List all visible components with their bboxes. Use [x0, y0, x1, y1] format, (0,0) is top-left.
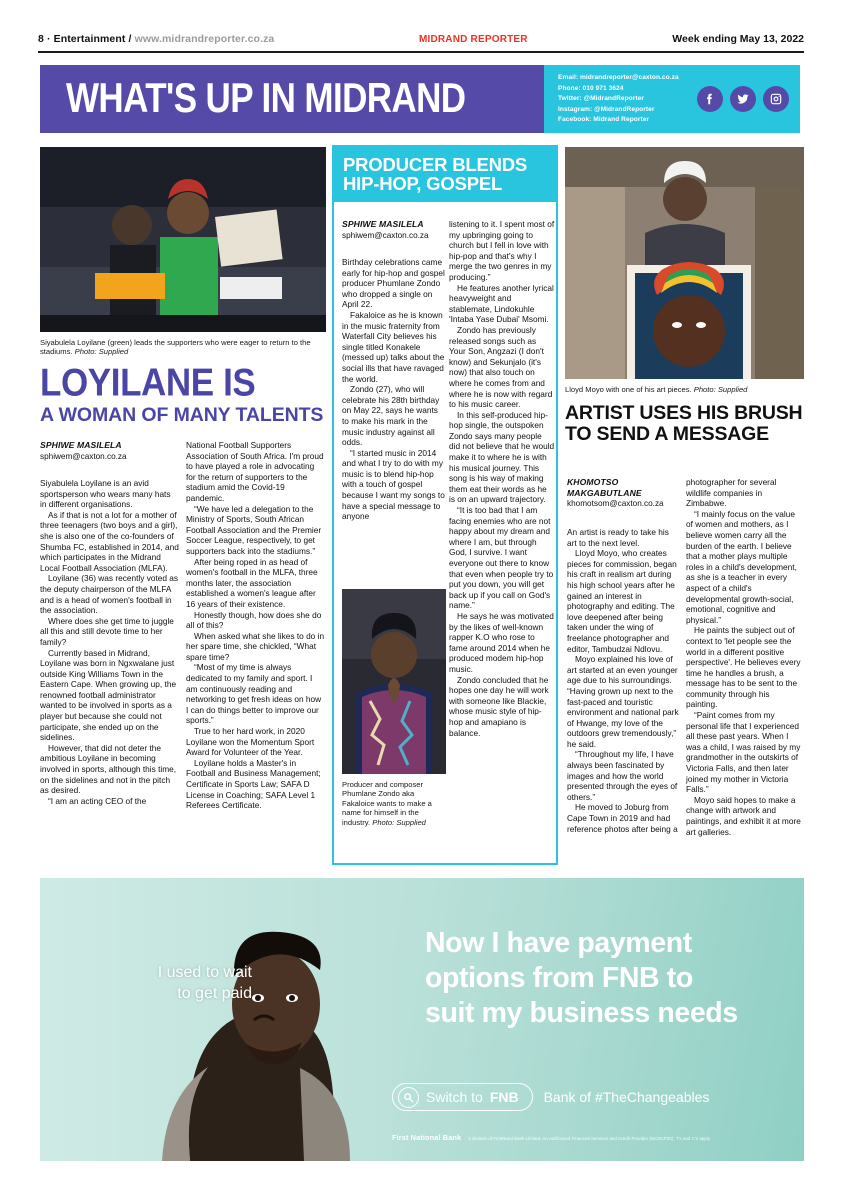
advert-legal: [392, 1133, 711, 1142]
byline-author-line-2: MAKGABUTLANE: [567, 487, 642, 498]
paragraph: He moved to Joburg from Cape Town in 2019 and had reference photos after being a: [567, 802, 678, 834]
folio-left: [38, 33, 274, 45]
paragraph: “It is too bad that I am facing enemies who are not happy about my dream and where I am, but through God, I survive. I want everyone out there to know that even when people try to put you down, you will get back up if you call on God's name.”: [449, 505, 554, 611]
paragraph: National Football Supporters Association of South Africa. I'm proud to have played a role in advocating for the return of supporters to the stadium amid the Covid-19 pandemic.: [186, 440, 324, 503]
advert-headline: [425, 926, 804, 1031]
side-copy-line-2: to get paid: [177, 985, 252, 1002]
paragraph: Lloyd Moyo, who creates pieces for commission, began his craft in realism art during his high school years after he gained an interest in photography and editing. The love deepened after being taken under the wing of freelance photographer and editor, Tambudzai Ndlovu.: [567, 548, 677, 654]
facebook-icon[interactable]: [697, 86, 723, 112]
paragraph: Zondo (27), who will celebrate his 28th birthday on May 22, says he wants to make his mark in the music industry against all odds.: [342, 384, 440, 448]
zondo-photo: [342, 589, 446, 774]
producer-byline: [338, 219, 449, 249]
caption-credit: Photo: Supplied: [74, 347, 129, 357]
headline-line-2: HIP-HOP, GOSPEL: [343, 173, 503, 194]
cta-brand: FNB: [489, 1089, 519, 1105]
banner-contact-panel: [544, 65, 800, 133]
paragraph: “I mainly focus on the value of women and mothers, as I believe women carry all the burden of the earth. I believe that a mother plays multiple roles in a child's development, as she is a teacher in every aspect of a child's developmental growth-social, emotional, cognitive and physical.”: [686, 508, 797, 625]
zondo-photo-caption: [342, 780, 446, 827]
folio-slash: /: [125, 33, 135, 45]
paragraph: “Paint comes from my personal life that I experienced all these past years. When I was a child, I was raised by my grandmother in the outskirts of Victoria Falls, and then later joined my mother in Victoria Falls.”: [686, 710, 801, 795]
website-url[interactable]: www.midrandreporter.co.za: [134, 33, 275, 45]
loyilane-photo-caption: [40, 338, 326, 357]
search-icon: [398, 1087, 419, 1108]
contact-facebook: Facebook: Midrand Reporter: [558, 116, 650, 124]
paragraph: However, that did not deter the ambitious Loyilane in becoming involved in sports, although this time, on the sidelines and not in the pitch as desired.: [40, 742, 177, 796]
paragraph: True to her hard work, in 2020 Loyilane won the Momentum Sport Award for Volunteer of the Year.: [186, 726, 315, 758]
paragraph: “We have led a delegation to the Ministry of Sports, South African Football Association and the Premier Soccer League, respectively, to get supporters back into the stadiums.”: [186, 503, 322, 556]
byline-author-line-1: KHOMOTSO: [567, 477, 619, 487]
paragraph: He says he was motivated by the likes of well-known rapper K.O who rose to fame around 2014 when he produced modem hip-hop music.: [449, 610, 554, 674]
loyilane-photo-art: [40, 147, 326, 332]
social-icon-row: [697, 86, 789, 112]
advert-headline-line-1: Now I have payment: [425, 927, 692, 959]
paragraph: photographer for several wildlife companies in Zimbabwe.: [686, 477, 777, 509]
section-name: Entertainment: [53, 33, 126, 45]
paragraph: “I started music in 2014 and what I try to do with my music is to blend hip-hop with a touch of gospel because I want my songs to have a special message to anyone: [342, 447, 445, 522]
advert-headline-line-2: options from FNB to: [425, 962, 693, 994]
folio-bar: [38, 28, 804, 50]
page-number: 8: [38, 33, 44, 45]
paragraph: Zondo has previously released songs such as Your Son, Angzazi (I don't know) and Sekunjalo (it's now) that also touch on where he comes from and where he is now with regard to his music career.: [449, 324, 553, 410]
contact-email: Email: midrandreporter@caxton.co.za: [558, 74, 679, 82]
paragraph: Moyo said hopes to make a change with artwork and paintings, and exhibit it at more art galleries.: [686, 794, 801, 837]
paragraph: Loyilane holds a Master's in Football and Business Management; Certificate in Sports Law; SAFA D License in Coaching; SAFA Level 1 Referees Certificate.: [186, 757, 321, 811]
headline-line-2: A WOMAN OF MANY TALENTS: [40, 404, 324, 426]
legal-bank-name: First National Bank: [392, 1133, 462, 1142]
side-copy-line-1: I used to wait: [157, 964, 252, 981]
moyo-photo-caption: [565, 385, 804, 394]
producer-column-a: [342, 257, 446, 522]
byline-author: SPHIWE MASILELA: [40, 440, 122, 450]
loyilane-column-a: [40, 478, 179, 806]
paragraph: Birthday celebrations came early for hip-hop and gospel producer Phumlane Zondo who dropped a single on April 22.: [342, 257, 445, 310]
banner-title-panel: [40, 65, 544, 133]
moyo-photo-art: [565, 147, 804, 379]
artist-headline: [565, 403, 811, 445]
paragraph: “Most of my time is always dedicated to my family and sport. I am continuously reading and networking to get fresh ideas on how I can do things better to improve our sports.”: [186, 662, 322, 726]
folio-separator: ·: [43, 33, 54, 45]
paragraph: After being roped in as head of women's football in the MLFA, three months later, the association established a women's league after 16 years of their existence.: [186, 556, 318, 609]
paragraph: He paints the subject out of context to 'let people see the world in a different positive perspective'. He believes every time he handles a brush, a message has to be sent to the community through his painting.: [686, 625, 801, 710]
contact-list: [558, 73, 679, 125]
headline-line-1: PRODUCER BLENDS: [343, 154, 528, 175]
artist-byline: [567, 477, 679, 517]
caption-text: Siyabulela Loyilane (green) leads the supporters who were eager to return to the stadiums.: [40, 338, 311, 357]
paragraph: “Throughout my life, I have always been fascinated by images and how the world presented through the eyes of others.”: [567, 749, 678, 802]
byline-email[interactable]: khomotsom@caxton.co.za: [567, 499, 664, 509]
producer-headline: [334, 147, 556, 202]
paragraph: Loyilane (36) was recently voted as the deputy chairperson of the MLFA and is a head of women's football in the association.: [40, 573, 179, 616]
advert-portrait: [40, 878, 392, 1161]
advert-portrait-art: [40, 878, 392, 1161]
paragraph: Siyabulela Loyilane is an avid sportsperson who wears many hats in different organisations.: [40, 478, 171, 510]
producer-column-b: [449, 219, 555, 738]
caption-credit: Photo: Supplied: [693, 385, 748, 394]
paragraph: He features another lyrical heavyweight and stablemate, Lindokuhle 'Intaba Yase Dubai' Msomi.: [449, 282, 554, 325]
paragraph: listening to it. I spent most of my upbringing going to church but I fell in love with hip-pop and that's why I merge the two genres in my producing.”: [449, 219, 555, 282]
loyilane-photo: [40, 147, 326, 332]
issue-date: Week ending May 13, 2022: [672, 33, 804, 45]
paragraph: Where does she get time to juggle all this and still devote time to her family?: [40, 615, 174, 647]
contact-twitter: Twitter: @MidrandReporter: [558, 95, 644, 103]
artist-column-a: [567, 527, 679, 834]
publication-name: MIDRAND REPORTER: [418, 33, 528, 45]
caption-credit: Photo: Supplied: [372, 817, 426, 827]
paragraph: When asked what she likes to do in her spare time, she chickled, “What spare time?: [186, 630, 325, 662]
paragraph: As if that is not a lot for a mother of three teenagers (two boys and a girl), she is also one of the co-founders of Shumba FC, established in 2014, and which participates in the Midrand Local Football Association (MLFA).: [40, 509, 179, 573]
instagram-icon[interactable]: [763, 86, 789, 112]
switch-to-fnb-button[interactable]: [392, 1083, 533, 1111]
loyilane-column-b: [186, 440, 325, 811]
paragraph: In this self-produced hip-hop single, the outspoken Zondo says many people did not believe that he would make it to where he is with his musical journey. This song is his way of making them eat their words as he is on an upward trajectory.: [449, 409, 555, 505]
advert-headline-line-3: suit my business needs: [425, 997, 738, 1029]
headline-line-1: ARTIST USES HIS BRUSH: [565, 402, 803, 424]
paragraph: Honestly though, how does she do all of this?: [186, 609, 322, 631]
contact-phone: Phone: 010 971 3624: [558, 84, 624, 92]
artist-column-b: [686, 477, 801, 837]
advert-side-copy: [102, 962, 252, 1004]
legal-disclaimer: a division of FirstRand Bank Limited. An Authorised Financial Services and Credit Provider (NCRCP20). T's and C's apply.: [468, 1136, 712, 1141]
byline-email[interactable]: sphiwem@caxton.co.za: [40, 451, 127, 461]
whats-up-banner: [40, 65, 800, 133]
paragraph: Fakaloice as he is known in the music fraternity from Waterfall City believes his single titled Konakele (messed up) talks about the social ills that have ravaged the world.: [342, 309, 445, 384]
paragraph: “I am an acting CEO of the: [48, 795, 147, 806]
zondo-photo-art: [342, 589, 446, 774]
cta-label: Switch to: [426, 1089, 483, 1105]
paragraph: An artist is ready to take his art to the next level.: [567, 527, 669, 548]
advert-cta-row[interactable]: [392, 1083, 709, 1111]
paragraph: Zondo concluded that he hopes one day he will work with someone like Blackie, whose music style of hip-hop and amapiano is balance.: [449, 674, 549, 738]
caption-text: Producer and composer Phumlane Zondo aka Fakaloice wants to make a name for himself in the industry.: [342, 780, 432, 827]
byline-email[interactable]: sphiwem@caxton.co.za: [342, 230, 429, 240]
banner-title: WHAT'S UP IN MIDRAND: [66, 75, 466, 122]
paragraph: Currently based in Midrand, Loyilane was born in Ngxwalane just outside King Williams Town in the Eastern Cape. When growing up, the renowned football administrator wanted to be involved in sports as a player but because she could not participate, she ended up on the sidelines.: [40, 647, 177, 743]
advert-tagline: Bank of #TheChangeables: [543, 1089, 710, 1105]
paragraph: Moyo explained his love of art started at an even younger age due to his surroundings. “Having grown up next to the fast-paced and touristic environment and national park of Hwange, my love of the outdoors grew tremendously,” he said.: [567, 654, 679, 749]
contact-instagram: Instagram: @MidrandReporter: [558, 105, 655, 113]
twitter-icon[interactable]: [730, 86, 756, 112]
producer-story-box: [332, 145, 558, 865]
headline-line-2: TO SEND A MESSAGE: [565, 423, 769, 445]
caption-text: Lloyd Moyo with one of his art pieces.: [565, 385, 692, 394]
fnb-advert[interactable]: [40, 878, 804, 1161]
byline-author: SPHIWE MASILELA: [342, 219, 424, 229]
folio-divider: [38, 51, 804, 53]
loyilane-byline: [40, 440, 180, 470]
loyilane-headline: [40, 360, 340, 426]
headline-line-1: LOYILANE IS: [40, 360, 256, 405]
moyo-photo: [565, 147, 804, 379]
